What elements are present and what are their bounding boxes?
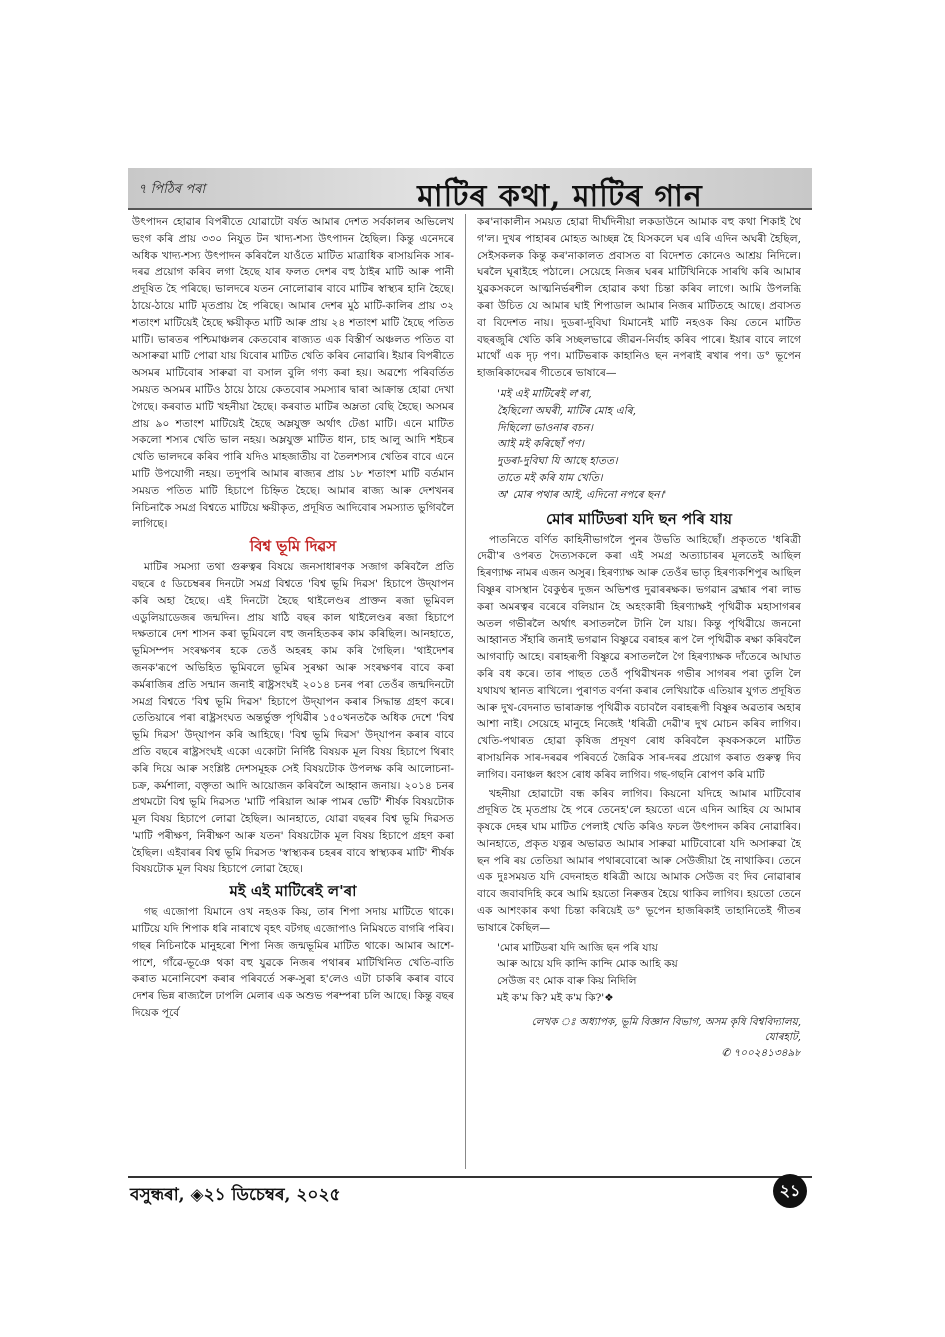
column-divider bbox=[465, 214, 466, 1169]
section-heading-son-of-soil: মই এই মাটিৰেই ল'ৰা bbox=[229, 882, 357, 901]
song-line: 'মোৰ মাটিডৰা যদি আজি ছন পৰি যায় bbox=[497, 941, 658, 954]
section-heading-world-soil-day: বিশ্ব ভূমি দিৱস bbox=[249, 537, 337, 556]
song-line: 'মই এই মাটিৰেই ল'ৰা, bbox=[497, 387, 592, 400]
song-quote-2 bbox=[497, 940, 801, 1007]
song-line: আই মই কৰিছোঁ পণ। bbox=[497, 438, 584, 451]
song-line: আৰু আয়ে যদি কান্দি কান্দি মোক আহি কয় bbox=[497, 958, 678, 971]
song-line: তাতে মই কৰি যাম খেতি। bbox=[497, 471, 603, 484]
song-line: সেউজ বং মোক বাৰু কিয় নিদিলি bbox=[497, 975, 637, 988]
right-column bbox=[477, 214, 801, 1144]
page-number-badge: ২১ bbox=[773, 1174, 807, 1208]
continued-from-label: ৭ পিঠিৰ পৰা bbox=[138, 182, 206, 197]
paragraph: গছ এজোপা যিমানে ওখ নহওক কিয়, তাৰ শিপা সদায় মাটিতে থাকে। মাটিয়ে যদি শিপাক ধৰি নাৰাখে বৃহৎ বটগছ এজোপাও নিমিষতে বাগৰি পৰিব। গছৰ নিচিনাকৈ মানুহৰো শিপা নিজ জন্মভূমিৰ মাটিত থাকে। আমাৰ আশে-পাশে, গাঁৱে-ভূঞে থকা বহু যুৱকে নিজৰ পথাৰৰ মাটিখিনিত খেতি-বাতি কৰাত মনোনিবেশ কৰাৰ পৰিবৰ্তে সৰু-সুৰা হ'লেও এটা চাকৰি কৰাৰ বাবে দেশৰ ভিন্ন ৰাজ্যলৈ ঢাপলি মেলাৰ এক অশুভ পৰম্পৰা চলি আছে। কিন্তু বছৰ দিয়েক পূৰ্বে bbox=[132, 906, 454, 1020]
section-heading-my-land: মোৰ মাটিডৰা যদি ছন পৰি যায় bbox=[546, 509, 732, 528]
footer-rule bbox=[128, 1176, 812, 1178]
article-title: মাটিৰ কথা, মাটিৰ গান bbox=[417, 179, 703, 214]
song-line: হৈছিলো অঘৰী, মাটিৰ মোহ এৰি, bbox=[497, 404, 637, 417]
paragraph: উৎপাদন হোৱাৰ বিপৰীতে যোৱাটো বৰ্ষত আমাৰ দেশত সৰ্বকালৰ অভিলেখ ভংগ কৰি প্ৰায় ৩৩০ নিযুত টন খাদ্য-শস্য উৎপাদন হৈছিল। কিন্তু এনেদৰে অধিক খাদ্য-শস্য উৎপাদন কৰিবলৈ যাওঁতে মাটিত মাত্ৰাধিক ৰাসায়নিক সাৰ-দৰৱ প্ৰয়োগ কৰিব লগা হৈছে যাৰ ফলত দেশৰ বহু ঠাইৰ মাটি আৰু পানী প্ৰদূষিত হৈ পৰিছে। ভালদৰে যতন নোলোৱাৰ বাবে মাটিৰ স্বাস্থ্যৰ হানি হৈছে। ঠায়ে-ঠায়ে মাটি মৃতপ্ৰায় হৈ পৰিছে। আমাৰ দেশৰ মুঠ মাটি-কালিৰ প্ৰায় ৩২ শতাংশ মাটিয়েই হৈছে ক্ষয়ীকৃত মাটি আৰু প্ৰায় ২৪ শতাংশ মাটি হৈছে পতিত মাটি। ভাৰতৰ পশ্চিমাঞ্চলৰ কেতবোৰ ৰাজ্যত এক বিস্তীৰ্ণ অঞ্চলত পতিত বা অসাৰুৱা মাটি পোৱা যায় যিবোৰ মাটিত খেতি কৰিব নোৱাৰি। ইয়াৰ বিপৰীতে অসমৰ মাটিবোৰ সাৰুৱা বা বসাল বুলি গণ্য কৰা হয়। অৱশ্যে পৰিবৰ্তিত সময়ত অসমৰ মাটিও ঠায়ে ঠায়ে কেতবোৰ সমস্যাৰ দ্বাৰা আক্ৰান্ত হোৱা দেখা গৈছে। কৰবাত মাটি খহনীয়া হৈছে। কৰবাত মাটিৰ অম্লতা বেছি হৈছে। অসমৰ প্ৰায় ৯০ শতাংশ মাটিয়েই হৈছে অম্লযুক্ত অৰ্থাৎ টেঙা মাটি। এনে মাটিত সকলো শস্যৰ খেতি ভাল নহয়। অম্লযুক্ত মাটিত ধান, চাহ আলু আদি শইচৰ খেতি ভালদৰে কৰিব পাৰি যদিও মাহজাতীয় বা তৈলশস্যৰ খেতিৰ বাবে এনে মাটি উপযোগী নহয়। তদুপৰি আমাৰ ৰাজ্যৰ প্ৰায় ১৮ শতাংশ মাটি বৰ্তমান সময়ত পতিত মাটি হিচাপে চিহ্নিত হৈছে। আমাৰ ৰাজ্য আৰু দেশখনৰ নিচিনাকৈ সমগ্ৰ বিশ্বতে মাটিয়ে ক্ষয়ীকৃত, প্ৰদূষিত আদিবোৰ সমস্যাত ভুগিবলৈ লাগিছে। bbox=[132, 216, 454, 531]
paragraph: কৰ'নাকালীন সময়ত হোৱা দীৰ্ঘদিনীয়া লকডাউনে আমাক বহু কথা শিকাই থৈ গ'ল। দুখৰ পাহাৰৰ মোহত আচ্ছন্ন হৈ যিসকলে ঘৰ এৰি এদিন অঘৰী হৈছিল, সেইসকলক কিন্তু কৰ'নাকালত প্ৰবাসত বা বিদেশত কোনেও আশ্ৰয় নিদিলে। ঘৰলৈ ঘূৰাইহে পঠালে। সেয়েহে নিজৰ ঘৰৰ মাটিখিনিকে সাৰথি কৰি আমাৰ যুৱকসকলে আত্মনিৰ্ভৰশীল হোৱাৰ কথা চিন্তা কৰিব লাগে। আমি উপলব্ধি কৰা উচিত যে আমাৰ ঘাই শিপাডাল আমাৰ নিজৰ মাটিতহে আছে। প্ৰবাসত বা বিদেশত নায়। দুডৰা-দুবিঘা যিমানেই মাটি নহওক কিয় তেনে মাটিত বছৰজুৰি খেতি কৰি সচ্ছলভাৱে জীৱন-নিৰ্বাহ কৰিব পাৰে। ইয়াৰ বাবে লাগে মাথোঁ এক দৃঢ় পণ। মাটিভৰাক কাহানিও ছন নপৰাই ৰখাৰ পণ। ড° ভূপেন হাজৰিকাদেৱৰ গীতেৰে ভাষাৰে— bbox=[477, 216, 801, 380]
publication-date: বসুন্ধৰা, ◈২১ ডিচেম্বৰ, ২০২৫ bbox=[130, 1185, 341, 1205]
song-line: অ' মোৰ পথাৰ আই, এদিনো নপৰে ছন।' bbox=[497, 488, 667, 501]
paragraph: পাতনিতে বৰ্ণিত কাহিনীভাগলৈ পুনৰ উভতি আহিছোঁ। প্ৰকৃততে 'ধৰিত্ৰী দেৱী'ৰ ওপৰত দৈত্যসকলে কৰা এই সমগ্ৰ অত্যাচাৰৰ মূলতেই আছিল হিৰণ্যাক্ষ নামৰ এজন অসুৰ। হিৰণ্যাক্ষ আৰু তেওঁৰ ভাতৃ হিৰণ্যকশিপুৰ আছিল বিষ্ণুৰ বাসস্থান বৈকুণ্ঠৰ দুজন অভিশপ্ত দুৱাৰৰক্ষক। ভগৱান ব্ৰহ্মাৰ পৰা লাভ কৰা অমৰত্বৰ বৰেৰে বলিয়ান হৈ অহংকাৰী হিৰণ্যাক্ষই পৃথিৱীক মহাসাগৰৰ অতল গভীৰলৈ অৰ্থাৎ ৰসাতললৈ টানি লৈ যায়। কিন্তু পৃথিৱীয়ে জননো আহ্বানত সঁহাৰি জনাই ভগৱান বিষ্ণুৱে বৰাহৰ ৰূপ লৈ পৃথিৱীক ৰক্ষা কৰিবলৈ আগবাঢ়ি আহে। বৰাহৰূপী বিষ্ণুৱে ৰসাতললৈ গৈ হিৰণ্যাক্ষক দাঁতেৰে আঘাত কৰি বধ কৰে। তাৰ পাছত তেওঁ পৃথিৱীখনক গভীৰ সাগৰৰ পৰা তুলি লৈ যথাযথ স্থানত ৰাখিলে। পুৰাণত বৰ্ণনা কৰাৰ লেখিয়াকৈ এতিয়াৰ যুগত প্ৰদূষিত আৰু দুখ-বেদনাত ভাৰাক্ৰান্ত পৃথিৱীক বচাবলৈ বৰাহৰূপী বিষ্ণুৰ অৱতাৰ অহাৰ আশা নাই। সেয়েহে মানুহে নিজেই 'ধৰিত্ৰী দেৱী'ৰ দুখ মোচন কৰিব লাগিব। খেতি-পথাৰত হোৱা কৃষিজ প্ৰদূষণ ৰোধ কৰিবলৈ কৃষকসকলে মাটিত ৰাসায়নিক সাৰ-দৰৱৰ পৰিবৰ্তে জৈৱিক সাৰ-দৰৱ প্ৰয়োগ কৰাত গুৰুত্ব দিব লাগিব। বনাঞ্চল ধ্বংস ৰোধ কৰিব লাগিব। গছ-গছনি ৰোপণ কৰি মাটি bbox=[477, 533, 801, 781]
song-line: মই ক'ম কি? মই ক'ম কি?'❖ bbox=[497, 992, 614, 1005]
author-line: লেখক ঃ অধ্যাপক, ভূমি বিজ্ঞান বিভাগ, অসম কৃষি বিশ্ববিদ্যালয়, bbox=[531, 1015, 801, 1028]
song-line: দিছিলো ভাওনাৰ বচন। bbox=[497, 421, 593, 434]
paragraph: খহনীয়া হোৱাটো বন্ধ কৰিব লাগিব। কিয়নো যদিহে আমাৰ মাটিবোৰ প্ৰদূষিত হৈ মৃতপ্ৰায় হৈ পৰে তেনেহ'লে হয়তো এনে এদিন আহিব যে আমাৰ কৃষকে দেহৰ ঘাম মাটিত পেলাই খেতি কৰিও ফচল উৎপাদন কৰিব নোৱাৰিব। আনহাতে, প্ৰকৃত যত্নৰ অভাৱত আমাৰ সাৰুৱা মাটিবোৰো যদি অসাৰুৱা হৈ ছন পৰি ৰয় তেতিয়া আমাৰ পথাৰবোৰো আৰু সেউজীয়া হৈ নাথাকিব। তেনে এক দুঃসময়ত যদি বেদনাহত ধৰিত্ৰী আয়ে আমাক সেউজ বং দিব নোৱাৰাৰ বাবে জবাবদিহি কৰে আমি হয়তো নিৰুত্তৰ হৈয়ে থাকিব লাগিব। হয়তো তেনে এক আশংকাৰ কথা চিন্তা কৰিয়েই ড° ভূপেন হাজৰিকাই তাহানিতেই গীতৰ ভাষাৰে কৈছিল— bbox=[477, 787, 801, 934]
author-line: যোৰহাট, bbox=[764, 1030, 801, 1043]
song-quote-1 bbox=[497, 386, 801, 504]
author-note bbox=[477, 1015, 801, 1045]
paragraph: মাটিৰ সমস্যা তথা গুৰুত্বৰ বিষয়ে জনসাধাৰণক সজাগ কৰিবলৈ প্ৰতি বছৰে ৫ ডিচেম্বৰৰ দিনটো সমগ্ৰ বিশ্বতে 'বিশ্ব ভূমি দিৱস' হিচাপে উদ্‌যাপন কৰি অহা হৈছে। এই দিনটো হৈছে থাইলেণ্ডৰ প্ৰাক্তন ৰজা ভূমিবল এডুলিয়াডেজৰ জন্মদিন। প্ৰায় ষাঠি বছৰ কাল থাইলেণ্ডৰ ৰজা হিচাপে দক্ষতাৰে দেশ শাসন কৰা ভূমিবলে বহু জনহিতকৰ কাম কৰিছিল। আনহাতে, ভূমিসম্পদ সংৰক্ষণৰ হকে তেওঁ অহৰহ কাম কৰি গৈছিল। 'থাইদেশৰ জনক'ৰূপে অভিহিত ভূমিবলে ভূমিৰ সুৰক্ষা আৰু সংৰক্ষণৰ বাবে কৰা কৰ্মৰাজিৰ প্ৰতি সন্মান জনাই ৰাষ্ট্ৰসংঘই ২০১৪ চনৰ পৰা তেওঁৰ জন্মদিনটো সমগ্ৰ বিশ্বতে 'বিশ্ব ভূমি দিৱস' হিচাপে উদ্‌যাপন কৰাৰ সিদ্ধান্ত গ্ৰহণ কৰে। তেতিয়াৰে পৰা ৰাষ্ট্ৰসংঘত অন্তৰ্ভুক্ত পৃথিৱীৰ ১৫০খনতকৈ অধিক দেশে 'বিশ্ব ভূমি দিৱস' উদ্‌যাপন কৰি আহিছে। 'বিশ্ব ভূমি দিৱস' উদ্‌যাপন কৰাৰ বাবে প্ৰতি বছৰে ৰাষ্ট্ৰসংঘই একো একোটা নিৰ্দিষ্ট বিষয়ক মূল বিষয় হিচাপে থিৰাং কৰি দিয়ে আৰু সংশ্লিষ্ট দেশসমূহক সেই বিষয়টোক উপলক্ষ কৰি আলোচনা-চক্ৰ, কৰ্মশালা, বক্তৃতা আদি আয়োজন কৰিবলৈ আহ্বান জনায়। ২০১৪ চনৰ প্ৰথমটো বিশ্ব ভূমি দিৱসত 'মাটি পৰিয়াল আৰু পামৰ ভেটি' শীৰ্ষক বিষয়টোক মূল বিষয় হিচাপে লোৱা হৈছিল। আনহাতে, যোৱা বছৰৰ বিশ্ব ভূমি দিৱসত 'মাটি পৰীক্ষণ, নিৰীক্ষণ আৰু যতন' বিষয়টোক মূল বিষয় হিচাপে গ্ৰহণ কৰা হৈছিল। এইবাৰৰ বিশ্ব ভূমি দিৱসত 'স্বাস্থ্যকৰ চহৰৰ বাবে স্বাস্থ্যকৰ মাটি' শীৰ্ষক বিষয়টোক মূল বিষয় হিচাপে লোৱা হৈছে। bbox=[132, 561, 454, 876]
author-phone: ✆ ৭০০২৪১৩৪৯৮ bbox=[721, 1046, 801, 1059]
song-line: দুডৰা-দুবিঘা যি আছে হাতত। bbox=[497, 455, 618, 468]
left-column bbox=[132, 214, 454, 1174]
